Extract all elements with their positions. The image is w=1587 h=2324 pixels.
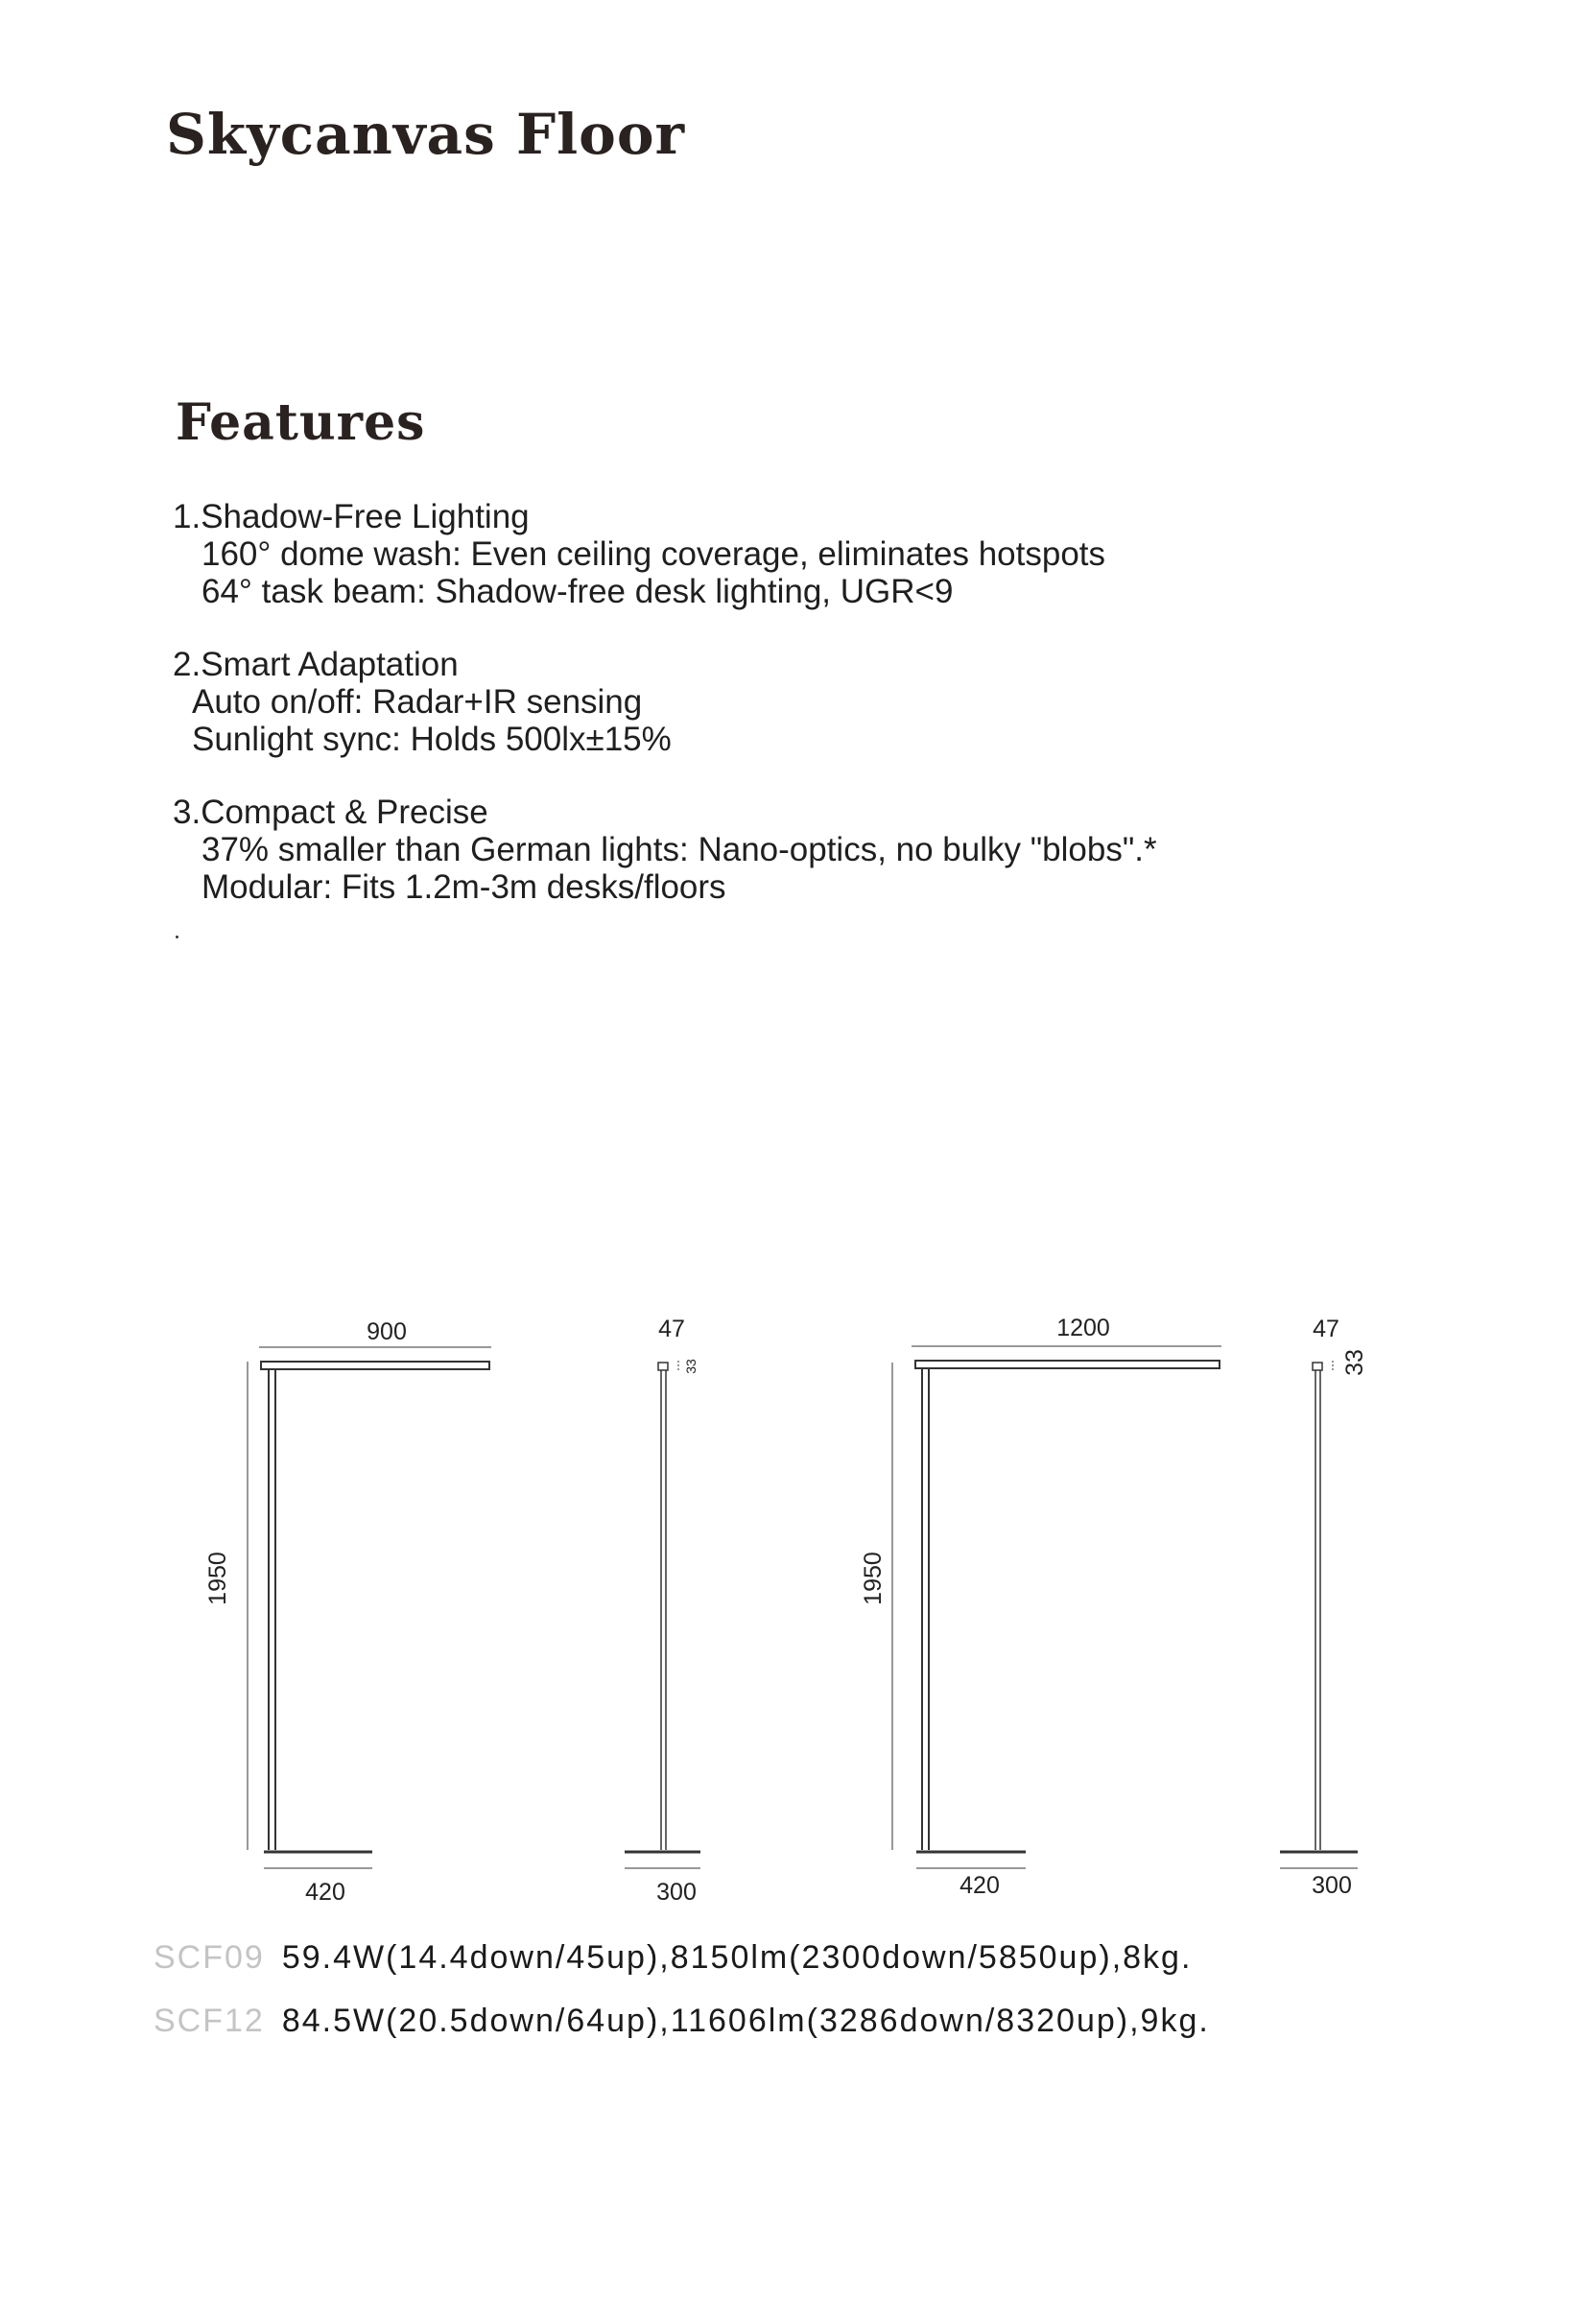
scf12-thickness-label: 33 [1341,1349,1368,1376]
spec-row-scf12 [154,2003,1210,2040]
scf09-base-label: 420 [305,1879,345,1906]
scf12-side-drawing [1280,1361,1358,1868]
scf09-width-label: 900 [367,1318,407,1345]
scf09-height-label: 1950 [204,1552,231,1605]
scf09-depth-label: 47 [658,1316,685,1342]
scf09-front-drawing [248,1347,491,1868]
feature-line: Sunlight sync: Holds 500lx±15% [192,721,672,758]
page-title: Skycanvas Floor [166,102,686,167]
model-code: SCF12 [154,2003,265,2039]
feature-title: 2.Smart Adaptation [173,646,459,683]
scf12-side-base-label: 300 [1312,1872,1352,1899]
model-code: SCF09 [154,1939,265,1976]
scf09-side-base-label: 300 [656,1879,697,1906]
feature-line: 160° dome wash: Even ceiling coverage, eliminates hotspots [201,535,1106,573]
feature-line: 37% smaller than German lights: Nano-optics, no bulky "blobs".* [201,831,1157,868]
spec-row-scf09 [154,1939,1192,1977]
feature-line: 64° task beam: Shadow-free desk lighting, UGR<9 [201,573,954,610]
scf12-depth-label: 47 [1313,1316,1339,1342]
feature-title: 3.Compact & Precise [173,794,488,831]
feature-title: 1.Shadow-Free Lighting [173,498,530,535]
features-heading: Features [176,393,426,452]
scf09-thickness-label: 33 [683,1359,699,1374]
spec-description: 84.5W(20.5down/64up),11606lm(3286down/8320up),9kg. [281,2003,1210,2039]
scf12-front-drawing [892,1346,1221,1868]
scf12-base-label: 420 [959,1872,1000,1899]
scf12-width-label: 1200 [1056,1315,1110,1341]
feature-line: Auto on/off: Radar+IR sensing [192,683,643,721]
spec-description: 59.4W(14.4down/45up),8150lm(2300down/5850up),8kg. [281,1939,1193,1976]
scf09-side-drawing [625,1361,700,1868]
scf12-height-label: 1950 [860,1552,887,1605]
feature-line: Modular: Fits 1.2m-3m desks/floors [201,868,726,906]
